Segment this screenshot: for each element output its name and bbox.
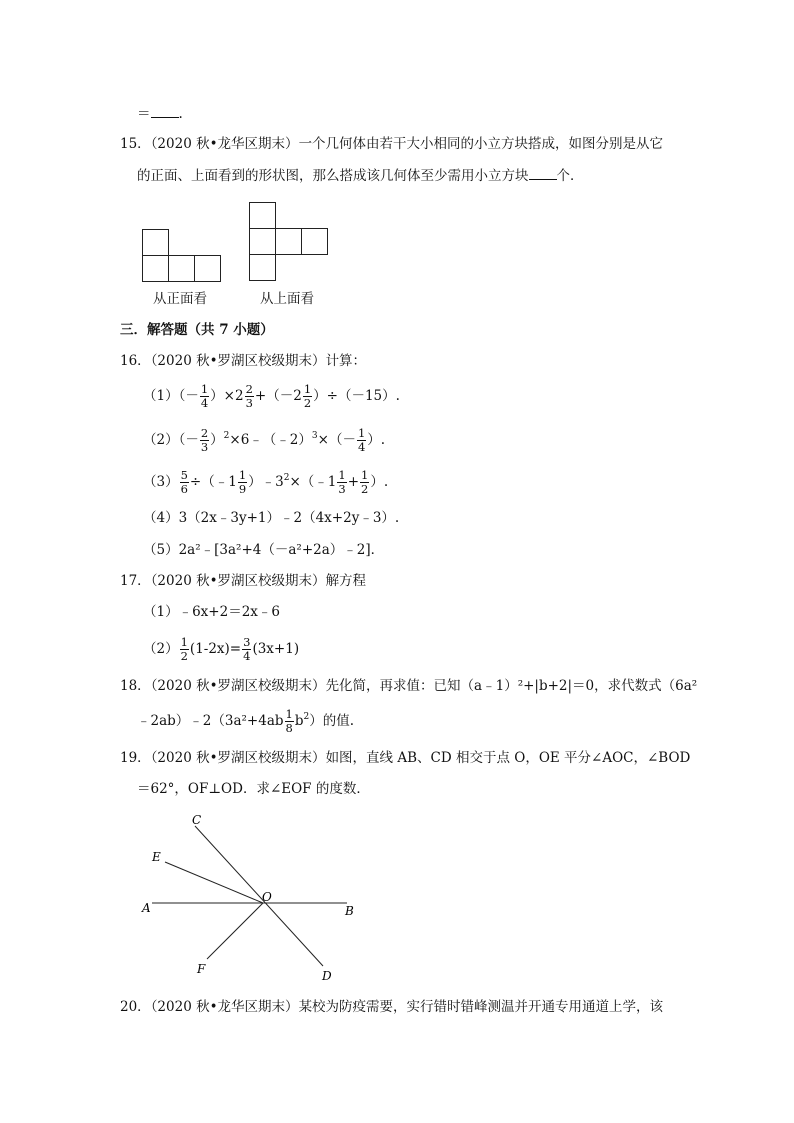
expr-text: +（－2 [254,388,302,404]
fraction [180,636,189,663]
q14-equals: ＝ [137,106,151,122]
exponent: 2 [223,431,230,441]
question-source: （2020 秋•龙华区期末） [150,999,299,1015]
question-source: （2020 秋•罗湖区校级期末） [150,678,326,694]
numerator: 1 [180,635,188,649]
question-text: 一个几何体由若干大小相同的小立方块搭成，如图分别是从它 [298,136,664,152]
cube-square [168,255,195,282]
numerator: 1 [361,468,369,482]
question-number: 15． [120,136,151,152]
q17-part1: （1）﹣6x+2＝2x﹣6 [143,604,280,620]
expr-text: （1）（－ [143,388,199,404]
ray-of [207,903,263,959]
question-number: 20． [120,999,151,1015]
point-label-o: O [262,890,272,904]
numerator: 5 [180,468,188,482]
denominator: 4 [243,649,251,663]
question-text: 如图，直线 AB、CD 相交于点 O，OE 平分∠AOC，∠BOD [325,750,691,766]
question-text: 某校为防疫需要，实行错时错峰测温并开通专用通道上学，该 [298,999,664,1015]
fraction [337,469,346,496]
denominator: 2 [303,396,312,410]
point-label-d: D [322,969,332,983]
fraction [360,469,369,496]
angle-figure [130,808,370,988]
denominator: 6 [180,482,188,496]
question-number: 19． [120,750,151,766]
question-text: 先化简，再求值：已知（a﹣1）²+|b+2|＝0，求代数式（6a² [325,678,698,694]
section-heading: 三．解答题（共 7 小题） [120,322,274,338]
expr-text: ）的值. [309,713,355,729]
fraction [245,383,254,410]
expr-text: ）﹣3 [248,474,284,490]
expr-text: ÷（﹣1 [189,474,237,490]
denominator: 3 [200,440,209,454]
question-source: （2020 秋•龙华区期末） [150,136,299,152]
cube-square [275,228,302,255]
denominator: 3 [338,482,346,496]
cube-square [249,228,276,255]
numerator: 1 [357,426,366,440]
cube-square [142,229,169,256]
expr-text: b [294,713,304,729]
expr-text: ）×2 [210,388,244,404]
numerator: 1 [285,707,293,721]
fraction [242,636,251,663]
point-label-c: C [192,813,202,827]
question-source: （2020 秋•罗湖区校级期末） [150,573,326,589]
answer-blank[interactable] [529,165,557,180]
q18-line1 [120,676,697,696]
numerator: 2 [200,426,209,440]
fraction [303,383,312,410]
question-number: 17． [120,573,151,589]
fraction [357,427,366,454]
denominator: 2 [180,649,188,663]
numerator: 2 [245,382,253,396]
exponent: 2 [283,473,290,483]
line-cd [195,826,323,966]
point-label-f: F [197,962,206,976]
q17-header [120,571,366,591]
cube-square [301,228,328,255]
question-text: 计算： [325,353,367,369]
denominator: 4 [357,440,366,454]
expr-text: (1-2x)= [189,641,242,657]
expr-text: + [347,474,360,490]
expr-text: （2）（－ [143,432,199,448]
q15-line2 [137,165,584,186]
fraction [180,469,189,496]
fraction [200,427,209,454]
question-text: 的正面、上面看到的形状图，那么搭成该几何体至少需用小立方块 [137,168,529,184]
numerator: 1 [200,382,209,396]
expr-text: （2） [143,641,179,657]
expr-text: ）. [370,474,389,490]
point-label-e: E [152,850,161,864]
exponent: 3 [311,431,318,441]
question-text: 解方程 [325,573,367,589]
q18-line2 [137,707,354,735]
ray-oe [165,862,263,903]
q14-tail [137,103,183,124]
question-source: （2020 秋•罗湖区校级期末） [150,750,326,766]
question-source: （2020 秋•罗湖区校级期末） [150,353,326,369]
q20-line1 [120,997,663,1017]
point-label-a: A [142,901,151,915]
q16-part4: （4）3（2x﹣3y+1）﹣2（4x+2y﹣3）. [143,510,400,526]
denominator: 9 [238,482,247,496]
expr-text: ×（﹣1 [289,474,337,490]
numerator: 1 [338,468,346,482]
cube-square [249,254,276,281]
expr-text: ×6﹣（﹣2） [229,432,312,448]
q16-part5: （5）2a²﹣[3a²+4（－a²+2a）﹣2]． [143,542,385,558]
fraction [238,469,247,496]
expr-text: (3x+1) [252,641,300,657]
q14-period: . [178,106,183,122]
expr-text: ）÷（－15）. [313,388,400,404]
top-view-caption: 从上面看 [260,291,314,307]
expr-text: ） [210,432,224,448]
expr-text: （3） [143,474,179,490]
numerator: 3 [243,635,251,649]
answer-blank[interactable] [151,103,179,118]
question-number: 16． [120,353,151,369]
question-text: 个． [556,168,584,184]
fraction [200,383,209,410]
q15-line1 [120,134,663,154]
exponent: 2 [303,712,310,722]
denominator: 4 [200,396,209,410]
numerator: 1 [238,468,247,482]
front-view-caption: 从正面看 [153,291,207,307]
denominator: 8 [285,721,293,735]
q16-part3 [143,468,388,496]
q19-line2: ＝62°，OF⊥OD．求∠EOF 的度数． [137,781,370,797]
q16-header [120,351,366,371]
point-label-b: B [345,904,354,918]
denominator: 2 [361,482,369,496]
q16-part2 [143,426,385,454]
cube-square [249,202,276,229]
question-number: 18． [120,678,151,694]
expr-text: ）. [367,432,386,448]
numerator: 1 [303,382,312,396]
denominator: 3 [245,396,253,410]
cube-square [194,255,221,282]
cube-square [142,255,169,282]
q19-line1 [120,748,690,768]
expr-text: ﹣2ab）﹣2（3a²+4ab [137,713,284,729]
q17-part2 [143,636,299,663]
expr-text: ×（－ [317,432,356,448]
q16-part1 [143,383,400,410]
fraction [285,708,294,735]
